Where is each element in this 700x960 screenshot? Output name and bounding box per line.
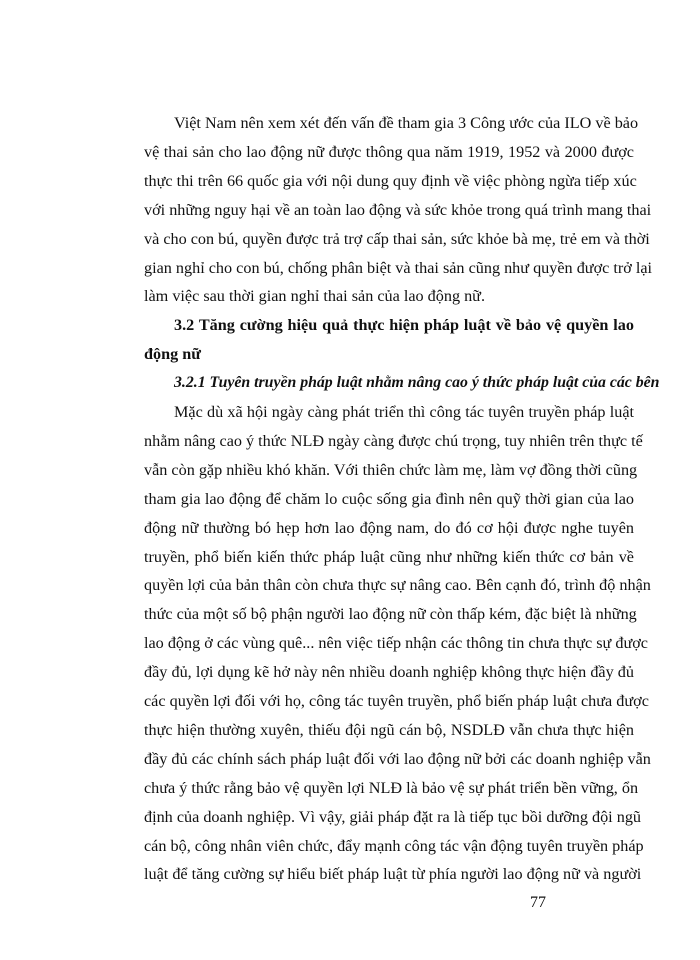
section-heading: 3.2 Tăng cường hiệu quả thực hiện pháp luật về bảo vệ quyền lao — [174, 316, 634, 334]
paragraph-2-line: tham gia lao động để chăm lo cuộc sống gia đình nên quỹ thời gian của lao — [144, 490, 634, 508]
paragraph-1-line: và cho con bú, quyền được trả trợ cấp thai sản, sức khỏe bà mẹ, trẻ em và thời — [144, 230, 650, 248]
paragraph-2-line: truyền, phổ biến kiến thức pháp luật cũng như những kiến thức cơ bản về — [144, 548, 634, 566]
paragraph-1-line: làm việc sau thời gian nghỉ thai sản của lao động nữ. — [144, 287, 486, 305]
paragraph-2-line: nhằm nâng cao ý thức NLĐ ngày càng được chú trọng, tuy nhiên trên thực tế — [144, 432, 643, 450]
paragraph-2-line: cán bộ, công nhân viên chức, đẩy mạnh công tác vận động tuyên truyền pháp — [144, 837, 644, 855]
paragraph-2-line: đầy đủ các chính sách pháp luật đối với lao động nữ bởi các doanh nghiệp vẫn — [144, 750, 651, 768]
paragraph-2-line: lao động ở các vùng quê... nên việc tiếp nhận các thông tin chưa thực sự được — [144, 634, 648, 652]
paragraph-2-line: động nữ thường bó hẹp hơn lao động nam, do đó cơ hội được nghe tuyên — [144, 519, 634, 537]
subsection-heading: 3.2.1 Tuyên truyền pháp luật nhằm nâng cao ý thức pháp luật của các bên — [174, 374, 660, 391]
paragraph-2-line: vẫn còn gặp nhiều khó khăn. Với thiên chức làm mẹ, làm vợ đồng thời cũng — [144, 461, 638, 479]
paragraph-2-line: quyền lợi của bản thân còn chưa thực sự nâng cao. Bên cạnh đó, trình độ nhận — [144, 576, 651, 594]
paragraph-2-line: Mặc dù xã hội ngày càng phát triển thì công tác tuyên truyền pháp luật — [174, 403, 634, 421]
paragraph-1-line: thực thi trên 66 quốc gia với nội dung quy định về việc phòng ngừa tiếp xúc — [144, 172, 637, 190]
page-number: 77 — [530, 894, 546, 911]
paragraph-2-line: các quyền lợi đối với họ, công tác tuyên truyền, phổ biến pháp luật chưa được — [144, 692, 649, 710]
paragraph-2-line: đầy đủ, lợi dụng kẽ hở này nên nhiều doanh nghiệp không thực hiện đầy đủ — [144, 663, 634, 681]
paragraph-1-line: với những nguy hại về an toàn lao động và sức khỏe trong quá trình mang thai — [144, 201, 652, 219]
paragraph-2-line: chưa ý thức rằng bảo vệ quyền lợi NLĐ là bảo vệ sự phát triển bền vững, ổn — [144, 779, 639, 797]
paragraph-2-line: thức của một số bộ phận người lao động nữ còn thấp kém, đặc biệt là những — [144, 605, 637, 623]
section-heading: động nữ — [144, 345, 201, 363]
paragraph-1-line: gian nghỉ cho con bú, chống phân biệt và thai sản cũng như quyền được trở lại — [144, 259, 653, 277]
paragraph-2-line: thực hiện thường xuyên, thiếu đội ngũ cán bộ, NSDLĐ vẫn chưa thực hiện — [144, 721, 634, 739]
paragraph-1-line: Việt Nam nên xem xét đến vấn đề tham gia 3 Công ước của ILO về bảo — [174, 114, 639, 132]
paragraph-2-line: định của doanh nghiệp. Vì vậy, giải pháp đặt ra là tiếp tục bồi dưỡng đội ngũ — [144, 808, 642, 826]
paragraph-1-line: vệ thai sản cho lao động nữ được thông qua năm 1919, 1952 và 2000 được — [144, 143, 634, 161]
paragraph-2-line: luật để tăng cường sự hiểu biết pháp luật từ phía người lao động nữ và người — [144, 865, 642, 883]
